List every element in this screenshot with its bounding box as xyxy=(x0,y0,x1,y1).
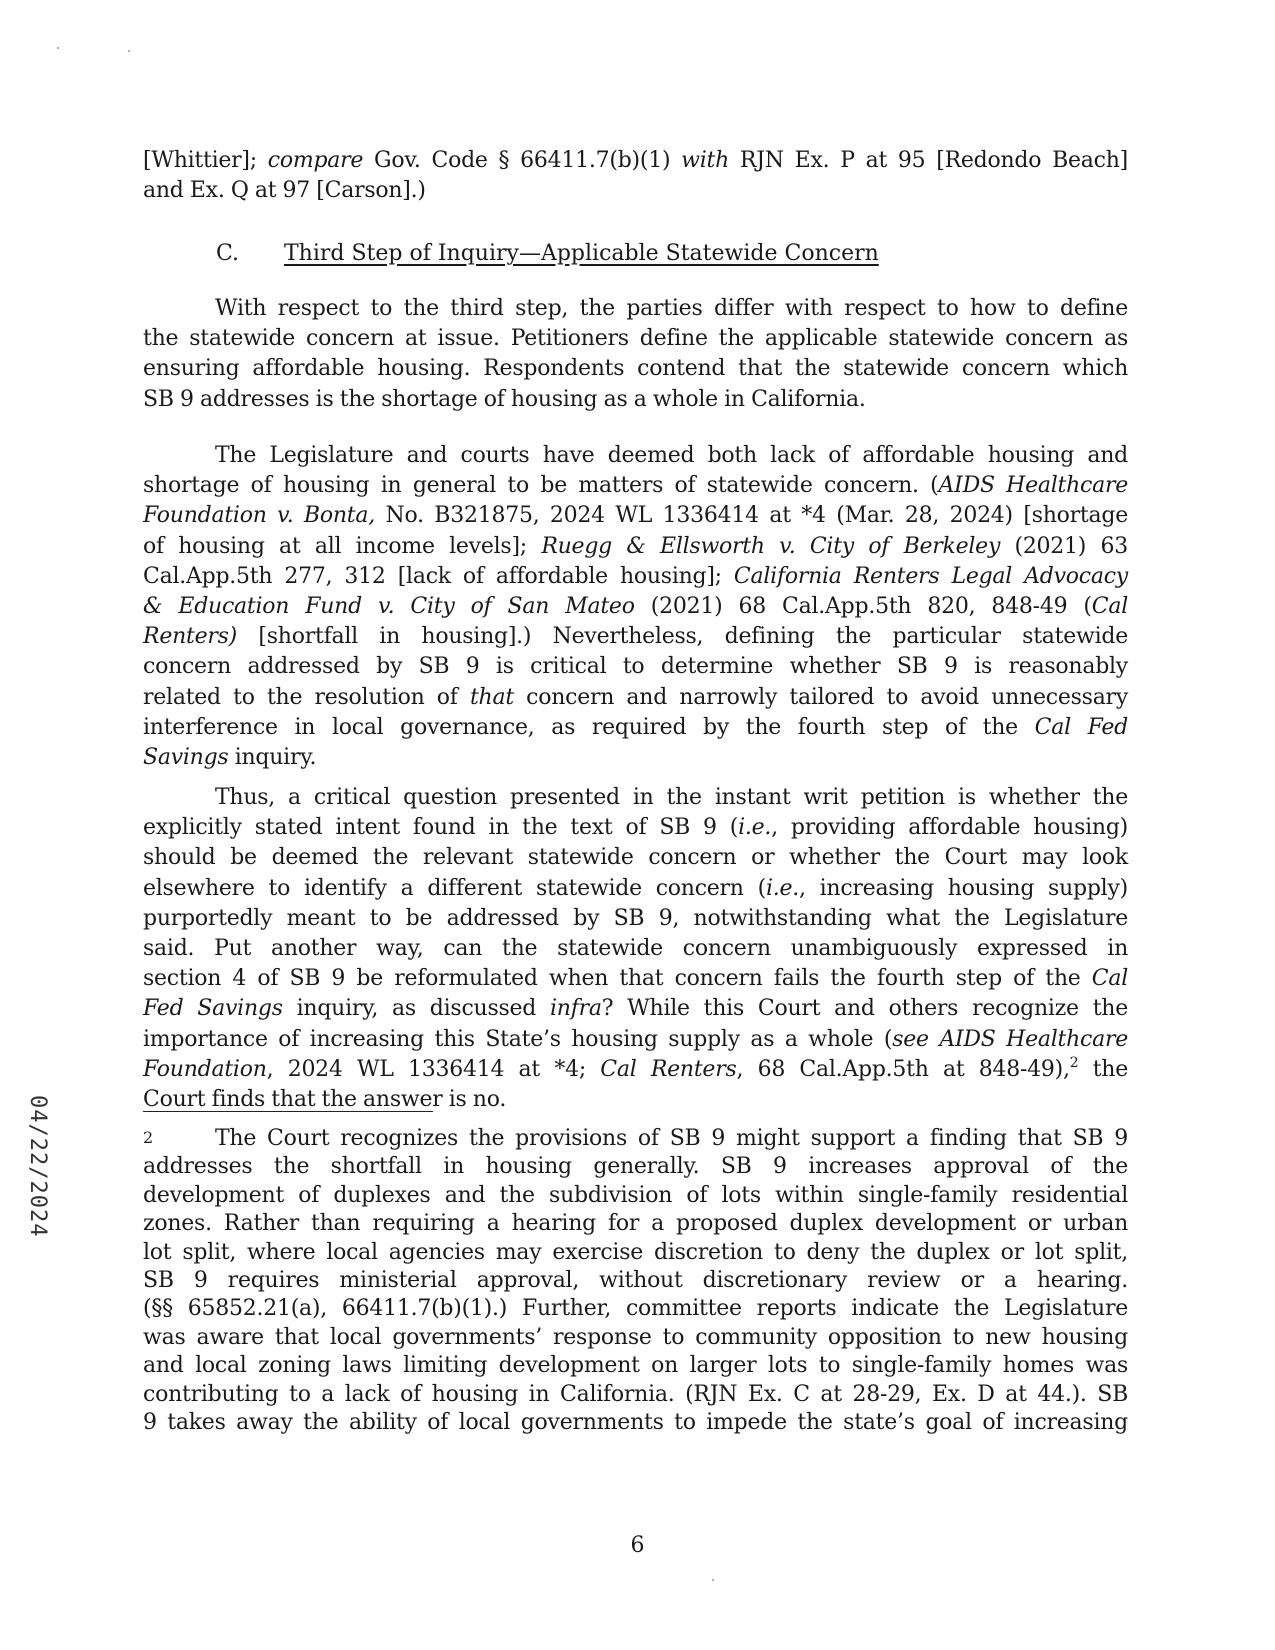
section-letter: C. xyxy=(216,241,240,266)
scan-speck xyxy=(712,1579,714,1581)
text-line: of housing at all income levels]; Ruegg & Ellsworth v. City of Berkeley (2021) 63 xyxy=(143,533,1128,559)
text-line: Savings inquiry. xyxy=(143,745,317,771)
section-title: Third Step of Inquiry—Applicable Statewide Concern xyxy=(284,241,879,266)
text-line: related to the resolution of that concern and narrowly tailored to avoid unnecessary xyxy=(143,684,1129,710)
text-line: said. Put another way, can the statewide concern unambiguously expressed in xyxy=(143,936,1128,962)
text-line: & Education Fund v. City of San Mateo (2021) 68 Cal.App.5th 820, 848-49 (Cal xyxy=(143,594,1128,620)
text-line: SB 9 requires ministerial approval, without discretionary review or a hearing. xyxy=(143,1268,1128,1294)
text-line: With respect to the third step, the parties differ with respect to how to define xyxy=(215,296,1128,321)
text-line: interference in local governance, as required by the fourth step of the Cal Fed xyxy=(143,714,1128,740)
text-line: addresses the shortfall in housing generally. SB 9 increases approval of the xyxy=(143,1154,1128,1180)
footnote-reference: 2 xyxy=(1069,1054,1079,1071)
footnote xyxy=(143,1125,1128,1437)
text-line: The Legislature and courts have deemed both lack of affordable housing and xyxy=(215,443,1128,468)
text-line: purportedly meant to be addressed by SB 9, notwithstanding what the Legislature xyxy=(143,905,1128,931)
text-line: concern addressed by SB 9 is critical to determine whether SB 9 is reasonably xyxy=(143,654,1128,680)
text-line: Fed Savings inquiry, as discussed infra? While this Court and others recognize the xyxy=(143,996,1128,1022)
text-line: elsewhere to identify a different statewide concern (i.e., increasing housing supply) xyxy=(143,875,1128,901)
text-line: Court finds that the answer is no. xyxy=(143,1087,507,1113)
text-line: section 4 of SB 9 be reformulated when that concern fails the fourth step of the Cal xyxy=(143,966,1128,992)
text-line: contributing to a lack of housing in California. (RJN Ex. C at 28-29, Ex. D at 44.). SB xyxy=(143,1381,1128,1407)
text-line: [Whittier]; compare Gov. Code § 66411.7(b)(1) with RJN Ex. P at 95 [Redondo Beach] xyxy=(143,148,1128,173)
scan-speck xyxy=(57,47,59,49)
paragraph xyxy=(143,294,1128,415)
text-line: Thus, a critical question presented in the instant writ petition is whether the xyxy=(215,785,1128,810)
text-line: ensuring affordable housing. Respondents contend that the statewide concern which xyxy=(143,356,1128,382)
text-line: 9 takes away the ability of local governments to impede the state’s goal of increasing xyxy=(143,1410,1128,1436)
text-line: and Ex. Q at 97 [Carson].) xyxy=(143,178,426,204)
scan-speck xyxy=(128,50,130,52)
footnote-marker: 2 xyxy=(143,1128,153,1147)
continuation-paragraph xyxy=(143,146,1128,206)
page-number: 6 xyxy=(630,1533,645,1558)
text-line: importance of increasing this State’s housing supply as a whole (see AIDS Healthcare xyxy=(143,1026,1128,1052)
text-line: zones. Rather than requiring a hearing for a proposed duplex development or urban xyxy=(143,1211,1128,1237)
section-heading xyxy=(216,239,879,269)
text-line: 2 The Court recognizes the provisions of SB 9 might support a finding that SB 9 xyxy=(143,1126,1128,1151)
text-line: Foundation, 2024 WL 1336414 at *4; Cal Renters, 68 Cal.App.5th at 848-49),$^2$ the xyxy=(143,1054,1128,1082)
text-line: and local zoning laws limiting development on larger lots to single-family homes was xyxy=(143,1353,1128,1379)
text-line: should be deemed the relevant statewide concern or whether the Court may look xyxy=(143,845,1128,871)
text-line: (§§ 65852.21(a), 66411.7(b)(1).) Further, committee reports indicate the Legislature xyxy=(143,1296,1128,1322)
date-stamp: 04/22/2024 xyxy=(25,1095,50,1238)
text-line: the statewide concern at issue. Petitioners define the applicable statewide concern as xyxy=(143,326,1128,352)
text-line: lot split, where local agencies may exercise discretion to deny the duplex or lot split, xyxy=(143,1239,1128,1265)
paragraph xyxy=(143,783,1128,1115)
footnote-separator xyxy=(143,1111,433,1112)
text-line: explicitly stated intent found in the text of SB 9 (i.e., providing affordable housing) xyxy=(143,815,1128,841)
text-line: development of duplexes and the subdivision of lots within single-family residential xyxy=(143,1182,1128,1208)
text-line: Renters) [shortfall in housing].) Nevertheless, defining the particular statewide xyxy=(143,624,1128,650)
text-line: was aware that local governments’ response to community opposition to new housing xyxy=(143,1324,1128,1350)
text-line: Foundation v. Bonta, No. B321875, 2024 WL 1336414 at *4 (Mar. 28, 2024) [shortage xyxy=(143,503,1128,529)
paragraph xyxy=(143,441,1128,773)
text-line: Cal.App.5th 277, 312 [lack of affordable housing]; California Renters Legal Advocacy xyxy=(143,563,1128,589)
text-line: shortage of housing in general to be matters of statewide concern. (AIDS Healthcare xyxy=(143,473,1128,499)
text-line: SB 9 addresses is the shortage of housing as a whole in California. xyxy=(143,386,866,412)
